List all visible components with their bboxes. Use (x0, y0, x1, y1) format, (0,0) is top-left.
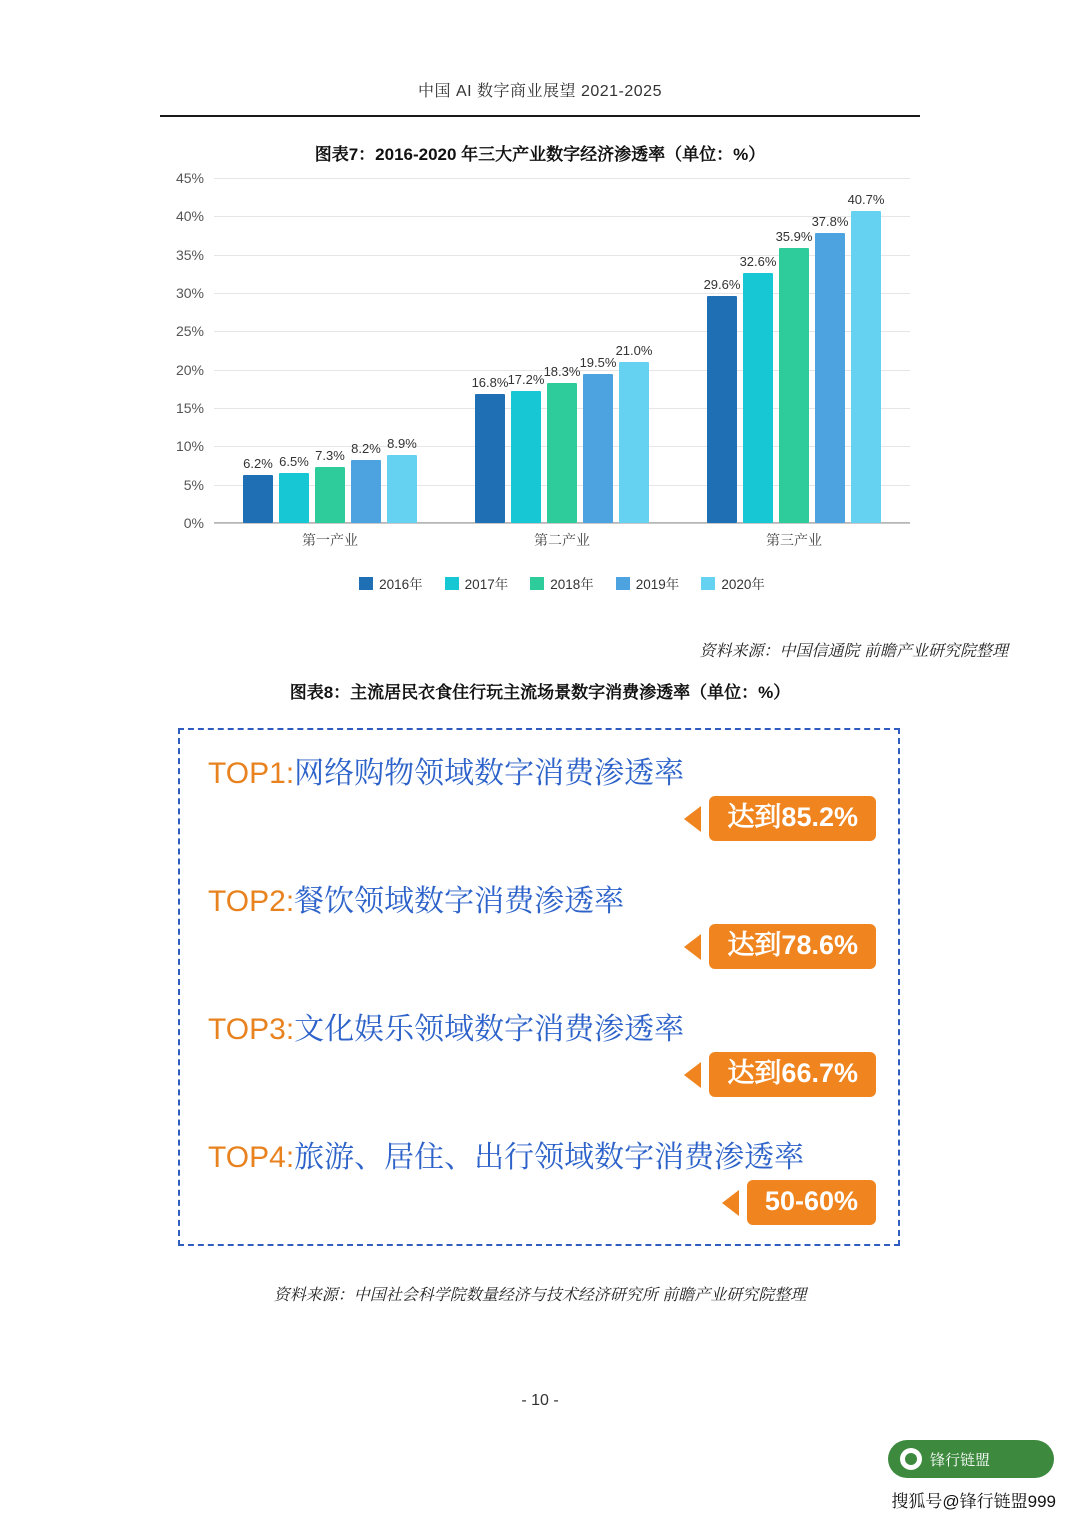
bar-value-label: 8.2% (351, 441, 381, 457)
top-item-heading (208, 1132, 804, 1176)
x-category-label: 第二产业 (534, 532, 590, 548)
value-callout (684, 924, 876, 969)
legend-item (445, 573, 509, 593)
bar-value-label: 19.5% (579, 354, 617, 370)
bar-value-label: 21.0% (615, 343, 653, 358)
bar (315, 467, 345, 523)
legend-label: 2020年 (721, 577, 765, 592)
bar (351, 460, 381, 523)
figure7-source: 资料来源：中国信通院 前瞻产业研究院整理 (699, 643, 1008, 660)
bar (743, 273, 773, 523)
legend-item (701, 573, 765, 593)
value-badge: 达到66.7% (709, 1052, 876, 1097)
bar-value-label: 32.6% (739, 254, 777, 270)
bar (779, 248, 809, 523)
bar-value-label: 6.5% (279, 454, 309, 470)
triangle-pointer-icon (684, 1062, 701, 1088)
bar (387, 455, 417, 523)
y-tick-label: 5% (183, 476, 204, 493)
y-tick-label: 10% (175, 438, 204, 455)
y-axis (160, 170, 208, 531)
bar-value-label: 6.2% (243, 456, 273, 472)
top-rank-label: TOP3: (208, 1013, 295, 1046)
bar (815, 233, 845, 523)
legend-label: 2016年 (379, 577, 423, 592)
list-item (180, 986, 898, 1114)
triangle-pointer-icon (684, 934, 701, 960)
top-item-text: 旅游、居住、出行领域数字消费渗透率 (294, 1141, 805, 1174)
value-callout (722, 1180, 876, 1225)
list-item (180, 1114, 898, 1242)
chart-legend (214, 573, 910, 593)
top-rank-label: TOP2: (208, 885, 295, 918)
legend-swatch (445, 577, 459, 590)
bar-value-label: 8.9% (387, 435, 417, 451)
value-badge: 达到85.2% (709, 796, 876, 841)
bar-group (243, 178, 417, 523)
top-item-text: 餐饮领域数字消费渗透率 (294, 885, 625, 918)
legend-swatch (701, 577, 715, 590)
bar (279, 473, 309, 523)
legend-item (530, 573, 594, 593)
triangle-pointer-icon (722, 1190, 739, 1216)
y-tick-label: 25% (175, 323, 204, 340)
bar (547, 383, 577, 523)
top-rank-label: TOP4: (208, 1141, 295, 1174)
watermark-caption: 搜狐号@锋行链盟999 (891, 1492, 1056, 1511)
figure8-source: 资料来源：中国社会科学院数量经济与技术经济研究所 前瞻产业研究院整理 (273, 1287, 807, 1304)
figure8-panel (178, 728, 900, 1246)
legend-label: 2019年 (635, 577, 680, 592)
legend-item (616, 573, 680, 593)
bar (707, 296, 737, 523)
bar-value-label: 7.3% (315, 448, 345, 464)
value-callout (684, 1052, 876, 1097)
y-tick-label: 0% (183, 515, 204, 531)
x-category-label: 第三产业 (766, 532, 822, 548)
bar-value-label: 16.8% (471, 375, 509, 391)
bar-value-label: 40.7% (847, 191, 885, 207)
list-item (180, 858, 898, 986)
bar-value-label: 35.9% (775, 228, 813, 244)
bar-value-label: 29.6% (703, 277, 741, 293)
top-rank-label: TOP1: (208, 757, 295, 790)
value-badge: 达到78.6% (709, 924, 876, 969)
value-badge: 50-60% (747, 1180, 876, 1225)
figure7-chart (160, 170, 920, 608)
y-tick-label: 30% (175, 285, 204, 301)
bar-value-label: 37.8% (811, 214, 849, 230)
page-number: - 10 - (521, 1392, 559, 1409)
top-item-heading (208, 876, 624, 920)
y-tick-label: 40% (175, 208, 204, 225)
bar (583, 374, 613, 524)
legend-label: 2017年 (464, 577, 509, 592)
top-item-heading (208, 1004, 684, 1048)
running-head: 中国 AI 数字商业展望 2021-2025 (418, 83, 662, 100)
y-tick-label: 20% (175, 361, 204, 378)
top-item-text: 网络购物领域数字消费渗透率 (294, 757, 685, 790)
legend-swatch (616, 577, 630, 590)
watermark-badge-text: 锋行链盟 (930, 1451, 991, 1469)
legend-label: 2018年 (550, 577, 594, 592)
bar (619, 362, 649, 523)
bar-group (703, 178, 885, 523)
plot-area (214, 178, 910, 524)
legend-swatch (530, 577, 544, 590)
bar-value-label: 18.3% (543, 363, 581, 379)
y-tick-label: 35% (175, 246, 204, 263)
bar (511, 391, 541, 523)
legend-item (359, 573, 423, 593)
top-item-text: 文化娱乐领域数字消费渗透率 (294, 1013, 685, 1046)
y-tick-label: 15% (175, 400, 204, 416)
bar-group (471, 178, 653, 523)
y-tick-label: 45% (175, 170, 204, 186)
bar (243, 475, 273, 523)
value-callout (684, 796, 876, 841)
figure7-title: 图表7：2016-2020 年三大产业数字经济渗透率（单位：%） (314, 145, 766, 164)
x-category-label: 第一产业 (302, 532, 358, 548)
triangle-pointer-icon (684, 806, 701, 832)
list-item (180, 730, 898, 858)
wechat-logo-icon (900, 1448, 922, 1470)
header-divider (160, 115, 920, 117)
figure8-title: 图表8：主流居民衣食住行玩主流场景数字消费渗透率（单位：%） (289, 683, 791, 702)
watermark-badge (888, 1440, 1054, 1478)
bar (851, 211, 881, 523)
bar-value-label: 17.2% (507, 372, 545, 388)
bar (475, 394, 505, 523)
top-item-heading (208, 748, 684, 792)
legend-swatch (359, 577, 373, 590)
